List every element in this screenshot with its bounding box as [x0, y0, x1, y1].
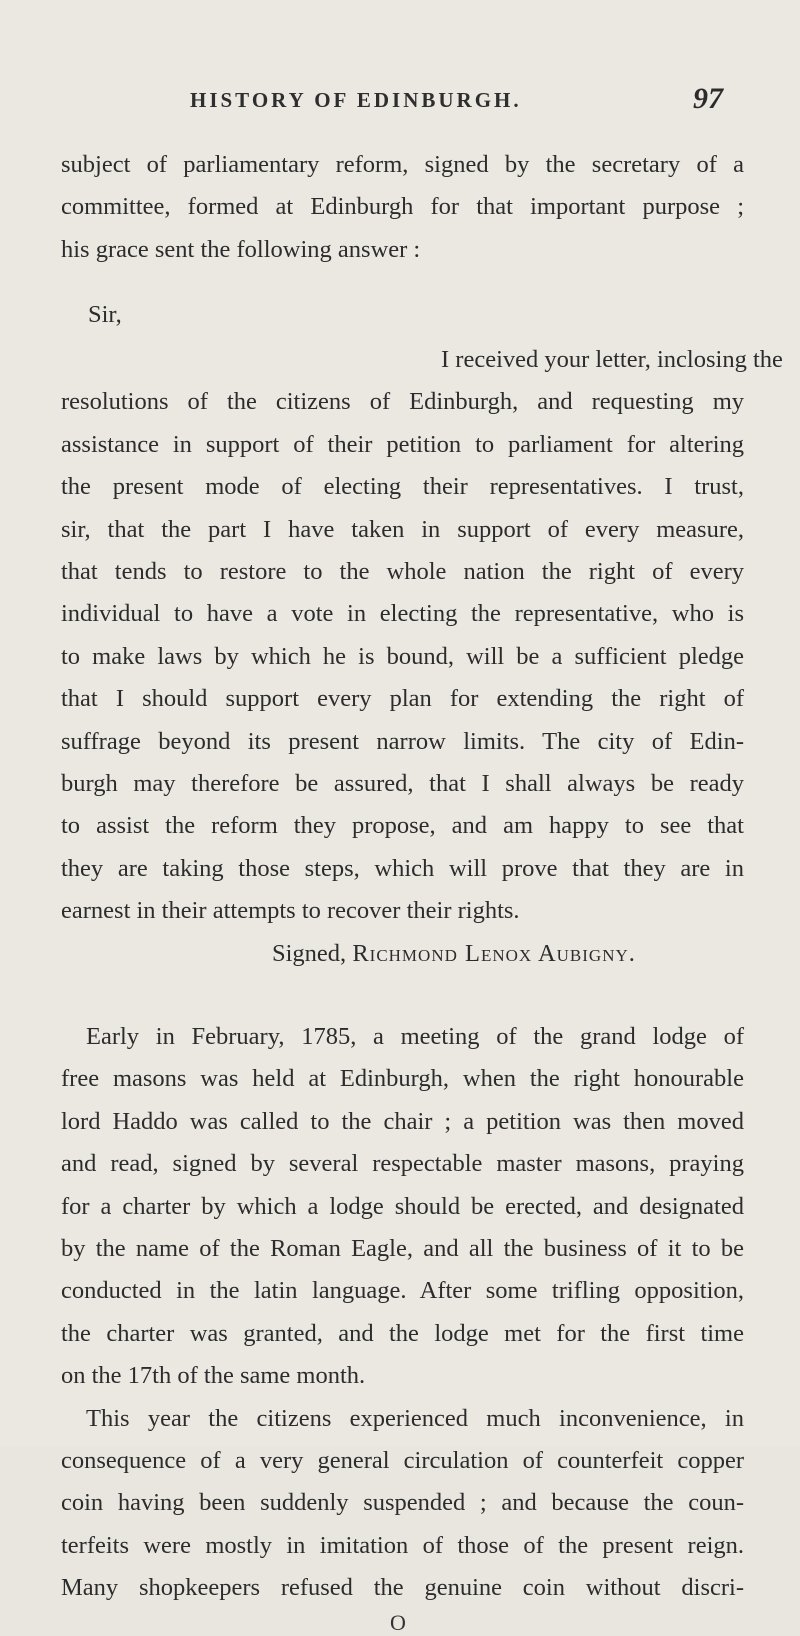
text-line: the charter was granted, and the lodge met for the first time: [61, 1319, 744, 1347]
letter-signature: [272, 939, 636, 969]
text-line: that tends to restore to the whole nation the right of every: [61, 558, 744, 585]
text-line: to assist the reform they propose, and am happy to see that: [61, 812, 744, 840]
signature-prefix: Signed,: [272, 939, 347, 967]
text-line: Early in February, 1785, a meeting of the grand lodge of: [86, 1023, 744, 1050]
letter-salutation: Sir,: [88, 301, 122, 328]
text-line: Many shopkeepers refused the genuine coin without discri-: [61, 1574, 744, 1602]
text-line: individual to have a vote in electing the representative, who is: [61, 600, 744, 628]
text-line: subject of parliamentary reform, signed by the secretary of a: [61, 151, 744, 178]
text-line: his grace sent the following answer :: [61, 235, 421, 263]
text-line: they are taking those steps, which will prove that they are in: [61, 854, 744, 882]
text-line: earnest in their attempts to recover their rights.: [61, 897, 520, 925]
text-line: I received your letter, inclosing the: [441, 346, 783, 373]
text-line: coin having been suddenly suspended ; and because the coun-: [61, 1489, 744, 1517]
text-line: resolutions of the citizens of Edinburgh, and requesting my: [61, 388, 744, 416]
page-header: [0, 82, 800, 126]
text-line: This year the citizens experienced much inconvenience, in: [86, 1404, 744, 1432]
text-line: to make laws by which he is bound, will be a sufficient pledge: [61, 642, 744, 670]
running-head: HISTORY OF EDINBURGH.: [190, 88, 522, 112]
signature-name: Richmond Lenox Aubigny.: [352, 939, 636, 967]
text-line: and read, signed by several respectable master masons, praying: [61, 1150, 744, 1178]
text-line: for a charter by which a lodge should be erected, and designated: [61, 1192, 744, 1220]
text-line: lord Haddo was called to the chair ; a petition was then moved: [61, 1107, 744, 1135]
text-line: that I should support every plan for extending the right of: [61, 685, 744, 713]
text-line: assistance in support of their petition to parliament for altering: [61, 430, 744, 458]
text-line: free masons was held at Edinburgh, when the right honourable: [61, 1065, 744, 1093]
text-line: the present mode of electing their representatives. I trust,: [61, 473, 744, 501]
text-line: conducted in the latin language. After some trifling opposition,: [61, 1277, 744, 1305]
text-line: on the 17th of the same month.: [61, 1362, 366, 1390]
page-number: 97: [693, 82, 723, 115]
signature-mark: O: [390, 1609, 406, 1635]
text-line: committee, formed at Edinburgh for that important purpose ;: [61, 193, 744, 221]
text-line: suffrage beyond its present narrow limits. The city of Edin-: [61, 727, 744, 755]
text-line: burgh may therefore be assured, that I shall always be ready: [61, 770, 744, 797]
text-line: consequence of a very general circulation of counterfeit copper: [61, 1447, 744, 1474]
text-line: sir, that the part I have taken in support of every measure,: [61, 515, 744, 543]
text-line: by the name of the Roman Eagle, and all the business of it to be: [61, 1235, 744, 1262]
text-line: terfeits were mostly in imitation of those of the present reign.: [61, 1531, 744, 1559]
